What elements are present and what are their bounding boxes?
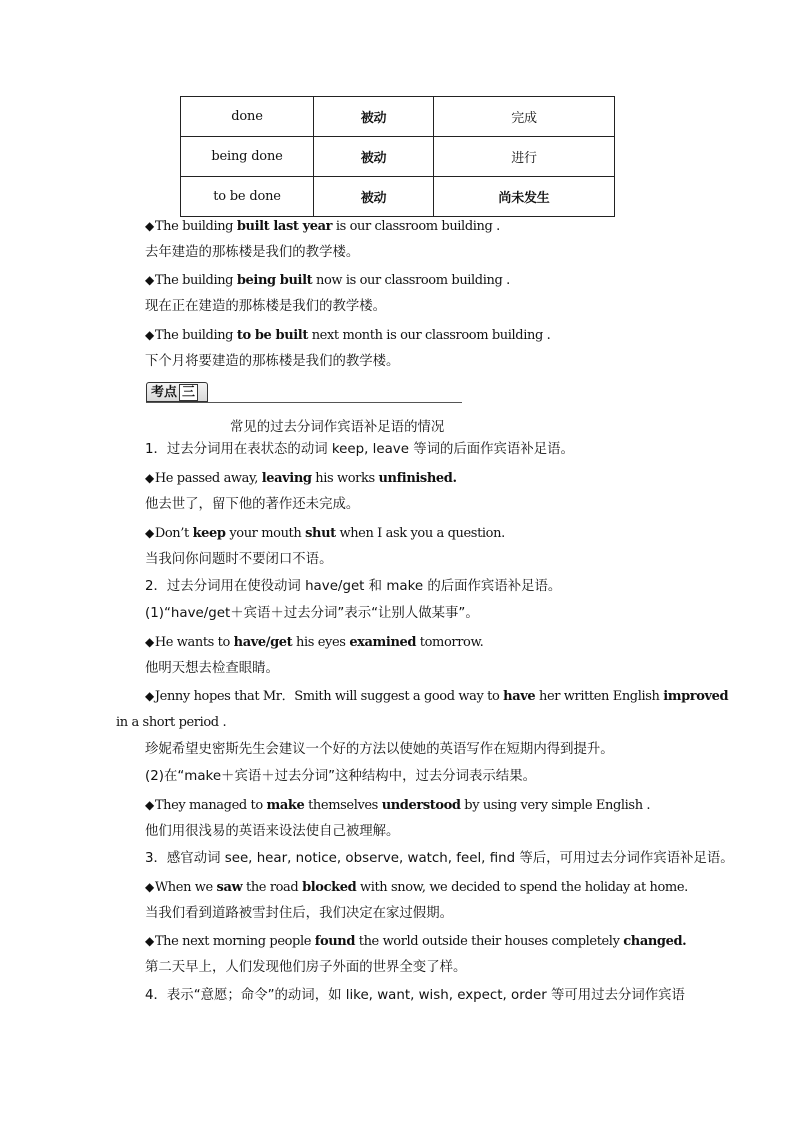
aspect-cell: 完成: [434, 97, 615, 137]
voice-cell: 被动: [314, 137, 434, 177]
example-translation: 他去世了，留下他的著作还未完成。: [145, 497, 360, 512]
diamond-bullet-icon: ◆: [145, 798, 154, 812]
aspect-cell: 进行: [434, 137, 615, 177]
example-sentence: ◆The building being built now is our classroom building .: [145, 273, 510, 288]
rule-paragraph: 1．过去分词用在表状态的动词 keep, leave 等词的后面作宾语补足语。: [145, 442, 574, 457]
example-translation: 当我问你问题时不要闭口不语。: [145, 552, 333, 567]
example-sentence: ◆When we saw the road blocked with snow, we decided to spend the holiday at home.: [145, 880, 688, 895]
diamond-bullet-icon: ◆: [145, 526, 154, 540]
section-number: 三: [179, 384, 198, 401]
example-translation: 珍妮希望史密斯先生会建议一个好的方法以使她的英语写作在短期内得到提升。: [145, 742, 614, 757]
diamond-bullet-icon: ◆: [145, 635, 154, 649]
diamond-bullet-icon: ◆: [145, 471, 154, 485]
table-row: [181, 137, 615, 177]
example-sentence: ◆Jenny hopes that Mr．Smith will suggest a good way to have her written English improved: [145, 689, 729, 704]
participle-form-table: [180, 96, 615, 217]
example-translation: 下个月将要建造的那栋楼是我们的教学楼。: [145, 354, 400, 369]
aspect-cell: 尚未发生: [434, 177, 615, 217]
example-sentence: ◆The building built last year is our classroom building .: [145, 219, 500, 234]
rule-paragraph: 4．表示“意愿；命令”的动词，如 like, want, wish, expect, order 等可用过去分词作宾语: [145, 988, 685, 1003]
example-sentence: ◆The next morning people found the world outside their houses completely changed.: [145, 934, 687, 949]
diamond-bullet-icon: ◆: [145, 328, 154, 342]
example-translation: 当我们看到道路被雪封住后，我们决定在家过假期。: [145, 906, 453, 921]
form-cell: being done: [181, 137, 314, 177]
example-translation: 现在正在建造的那栋楼是我们的教学楼。: [145, 299, 387, 314]
form-cell: to be done: [181, 177, 314, 217]
section-heading: 常见的过去分词作宾语补足语的情况: [230, 420, 445, 435]
example-sentence: ◆They managed to make themselves understood by using very simple English .: [145, 798, 651, 813]
example-translation: 他们用很浅易的英语来设法使自己被理解。: [145, 824, 400, 839]
diamond-bullet-icon: ◆: [145, 273, 154, 287]
rule-paragraph: 2．过去分词用在使役动词 have/get 和 make 的后面作宾语补足语。: [145, 579, 562, 594]
section-badge: 考点 三: [146, 382, 208, 402]
example-translation: 去年建造的那栋楼是我们的教学楼。: [145, 245, 360, 260]
example-translation: 他明天想去检查眼睛。: [145, 661, 279, 676]
diamond-bullet-icon: ◆: [145, 934, 154, 948]
diamond-bullet-icon: ◆: [145, 689, 154, 703]
section-divider: [146, 402, 462, 403]
example-sentence: ◆Don’t keep your mouth shut when I ask you a question.: [145, 526, 505, 541]
example-sentence-continuation: in a short period .: [116, 715, 227, 730]
table-row: [181, 177, 615, 217]
rule-paragraph: 3．感官动词 see, hear, notice, observe, watch, feel, find 等后，可用过去分词作宾语补足语。: [145, 851, 734, 866]
diamond-bullet-icon: ◆: [145, 219, 154, 233]
voice-cell: 被动: [314, 177, 434, 217]
diamond-bullet-icon: ◆: [145, 880, 154, 894]
rule-subparagraph: (2)在“make＋宾语＋过去分词”这种结构中，过去分词表示结果。: [145, 769, 536, 784]
form-cell: done: [181, 97, 314, 137]
example-sentence: ◆The building to be built next month is our classroom building .: [145, 328, 551, 343]
voice-cell: 被动: [314, 97, 434, 137]
example-sentence: ◆He wants to have/get his eyes examined tomorrow.: [145, 635, 484, 650]
rule-subparagraph: (1)“have/get＋宾语＋过去分词”表示“让别人做某事”。: [145, 606, 479, 621]
example-translation: 第二天早上，人们发现他们房子外面的世界全变了样。: [145, 960, 467, 975]
table-row: [181, 97, 615, 137]
example-sentence: ◆He passed away, leaving his works unfinished.: [145, 471, 457, 486]
